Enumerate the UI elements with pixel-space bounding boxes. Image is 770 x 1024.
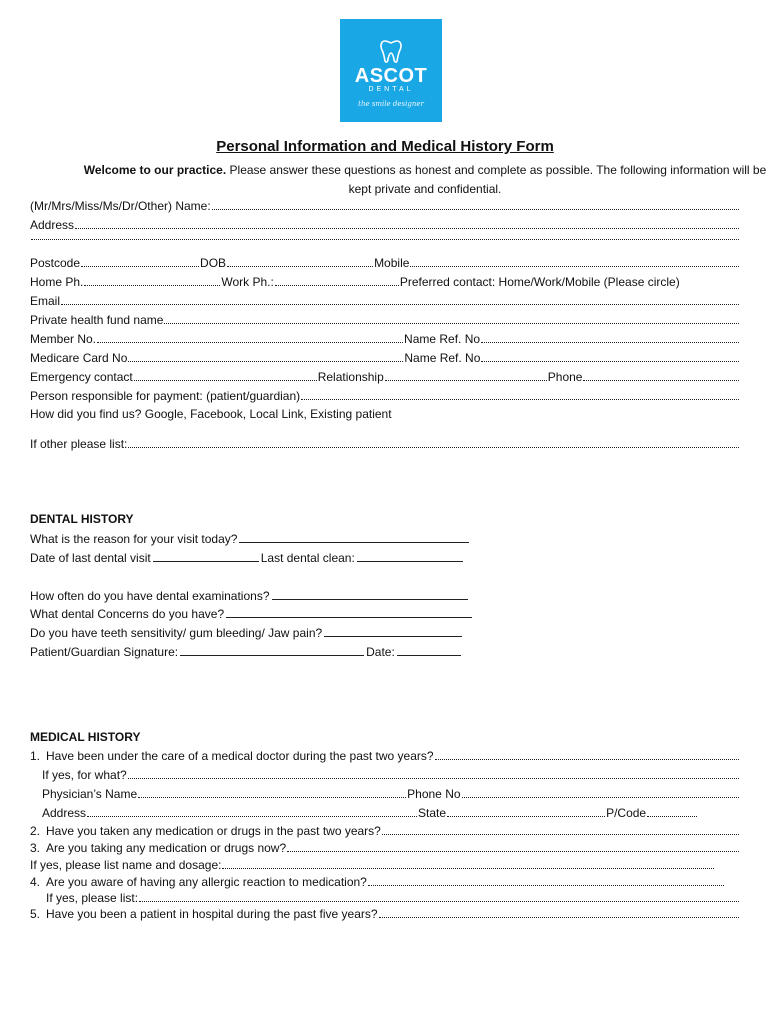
q5-label: Have you been a patient in hospital during the past five years?	[46, 907, 378, 921]
medicare-row	[30, 349, 740, 368]
email-field[interactable]	[61, 300, 739, 305]
address-field-2[interactable]	[31, 235, 739, 240]
sensitivity-row	[30, 623, 740, 642]
physician-address-field[interactable]	[87, 812, 417, 817]
concerns-field[interactable]	[226, 604, 472, 618]
if-yes-what-label: If yes, for what?	[42, 768, 127, 782]
q1-field[interactable]	[435, 755, 739, 760]
medical-heading-row	[30, 728, 740, 747]
name-label: (Mr/Mrs/Miss/Ms/Dr/Other) Name:	[30, 199, 211, 213]
if-yes-what-field[interactable]	[128, 774, 739, 779]
medicare-name-ref-field[interactable]	[481, 357, 739, 362]
how-often-field[interactable]	[272, 586, 468, 600]
postcode-field[interactable]	[81, 262, 199, 267]
physician-address-row	[42, 804, 740, 823]
physician-field[interactable]	[138, 793, 406, 798]
intro-text: Please answer these questions as honest and complete as possible. The following information will be kept private and confidential.	[226, 163, 767, 196]
home-ph-field[interactable]	[84, 281, 220, 286]
ascot-dental-logo	[340, 19, 442, 122]
emergency-phone-field[interactable]	[583, 376, 739, 381]
intro-welcome: Welcome to our practice.	[83, 163, 227, 177]
physician-row	[42, 785, 740, 804]
dental-heading-row	[30, 510, 740, 529]
phone-row	[30, 273, 740, 292]
medicare-field[interactable]	[128, 357, 403, 362]
dob-label: DOB	[200, 256, 227, 270]
q5-row	[30, 905, 740, 924]
find-us-row	[30, 405, 740, 424]
tooth-icon	[380, 39, 402, 63]
other-row	[30, 435, 740, 454]
concerns-label: What dental Concerns do you have?	[30, 607, 225, 621]
q5-field[interactable]	[379, 913, 739, 918]
address-field[interactable]	[75, 224, 739, 229]
fund-label: Private health fund name	[30, 313, 164, 327]
q4-label: Are you aware of having any allergic reaction to medication?	[46, 875, 367, 889]
fund-field[interactable]	[164, 319, 739, 324]
pcode-label: P/Code	[606, 806, 647, 820]
reason-row	[30, 529, 740, 548]
last-clean-field[interactable]	[357, 548, 463, 562]
home-ph-label: Home Ph.	[30, 275, 84, 289]
pcode-field[interactable]	[647, 812, 697, 817]
email-row	[30, 292, 740, 311]
q3-list-label: If yes, please list name and dosage:	[30, 858, 222, 872]
q1-number: 1.	[30, 749, 41, 763]
how-often-label: How often do you have dental examinations?	[30, 589, 270, 603]
payer-field[interactable]	[301, 395, 739, 400]
address-row-2	[30, 235, 740, 254]
q3-field[interactable]	[287, 847, 739, 852]
medical-history-heading: MEDICAL HISTORY	[30, 730, 141, 744]
work-ph-field[interactable]	[275, 281, 399, 286]
state-label: State	[418, 806, 447, 820]
sensitivity-label: Do you have teeth sensitivity/ gum bleeding/ Jaw pain?	[30, 626, 323, 640]
logo-brand: ASCOT	[354, 65, 428, 87]
relationship-field[interactable]	[385, 376, 547, 381]
name-ref-field[interactable]	[481, 338, 739, 343]
q3-number: 3.	[30, 841, 41, 855]
q3-list-field[interactable]	[222, 864, 714, 869]
q2-label: Have you taken any medication or drugs in the past two years?	[46, 824, 381, 838]
last-visit-field[interactable]	[153, 548, 259, 562]
name-ref-label: Name Ref. No	[404, 332, 481, 346]
physician-phone-label: Phone No	[407, 787, 461, 801]
find-us-label: How did you find us? Google, Facebook, Local Link, Existing patient	[30, 407, 392, 421]
logo-brand-sub: DENTAL	[368, 86, 414, 93]
member-row	[30, 330, 740, 349]
physician-address-label: Address	[42, 806, 87, 820]
mobile-field[interactable]	[410, 262, 739, 267]
mobile-label: Mobile	[374, 256, 410, 270]
postcode-label: Postcode	[30, 256, 81, 270]
q3-label: Are you taking any medication or drugs now?	[46, 841, 287, 855]
q4-list-field[interactable]	[139, 897, 739, 902]
name-field[interactable]	[212, 205, 739, 210]
q2-number: 2.	[30, 824, 41, 838]
q4-list-label: If yes, please list:	[46, 891, 139, 905]
signature-row	[30, 642, 740, 661]
concerns-row	[30, 604, 740, 623]
q2-field[interactable]	[382, 830, 739, 835]
how-often-row	[30, 586, 740, 605]
date-label: Date:	[366, 645, 395, 659]
last-visit-label: Date of last dental visit	[30, 551, 151, 565]
medicare-name-ref-label: Name Ref. No	[404, 351, 481, 365]
member-label: Member No.	[30, 332, 97, 346]
last-clean-label: Last dental clean:	[260, 551, 355, 565]
dental-history-heading: DENTAL HISTORY	[30, 512, 134, 526]
form-title: Personal Information and Medical History Form	[216, 138, 554, 155]
emergency-row	[30, 368, 740, 387]
dob-field[interactable]	[227, 262, 373, 267]
work-ph-label: Work Ph.:	[221, 275, 274, 289]
payer-label: Person responsible for payment: (patient/guardian)	[30, 389, 301, 403]
other-label: If other please list:	[30, 437, 128, 451]
q1-label: Have been under the care of a medical doctor during the past two years?	[46, 749, 434, 763]
physician-phone-field[interactable]	[462, 793, 739, 798]
medicare-label: Medicare Card No	[30, 351, 128, 365]
payer-row	[30, 387, 740, 406]
postcode-row	[30, 254, 740, 273]
emergency-field[interactable]	[134, 376, 317, 381]
fund-row	[30, 311, 740, 330]
q1-row	[30, 747, 740, 766]
emergency-phone-label: Phone	[547, 370, 583, 384]
address-label: Address	[30, 218, 75, 232]
relationship-label: Relationship	[317, 370, 384, 384]
signature-label: Patient/Guardian Signature:	[30, 645, 179, 659]
physician-label: Physician’s Name	[42, 787, 138, 801]
other-field[interactable]	[128, 443, 739, 448]
signature-field[interactable]	[180, 642, 364, 656]
if-yes-what-row	[42, 766, 740, 785]
q4-field[interactable]	[368, 881, 724, 886]
preferred-contact-label: Preferred contact: Home/Work/Mobile (Please circle)	[399, 275, 680, 289]
sensitivity-field[interactable]	[324, 623, 462, 637]
member-field[interactable]	[97, 338, 403, 343]
q4-number: 4.	[30, 875, 41, 889]
last-visit-row	[30, 548, 740, 567]
q5-number: 5.	[30, 907, 41, 921]
state-field[interactable]	[447, 812, 605, 817]
address-row	[30, 216, 740, 235]
logo-tagline: the smile designer	[358, 100, 424, 108]
reason-field[interactable]	[239, 529, 469, 543]
date-field[interactable]	[397, 642, 461, 656]
reason-label: What is the reason for your visit today?	[30, 532, 238, 546]
name-row	[30, 197, 740, 216]
form-intro	[80, 161, 770, 199]
email-label: Email	[30, 294, 61, 308]
emergency-label: Emergency contact	[30, 370, 133, 384]
